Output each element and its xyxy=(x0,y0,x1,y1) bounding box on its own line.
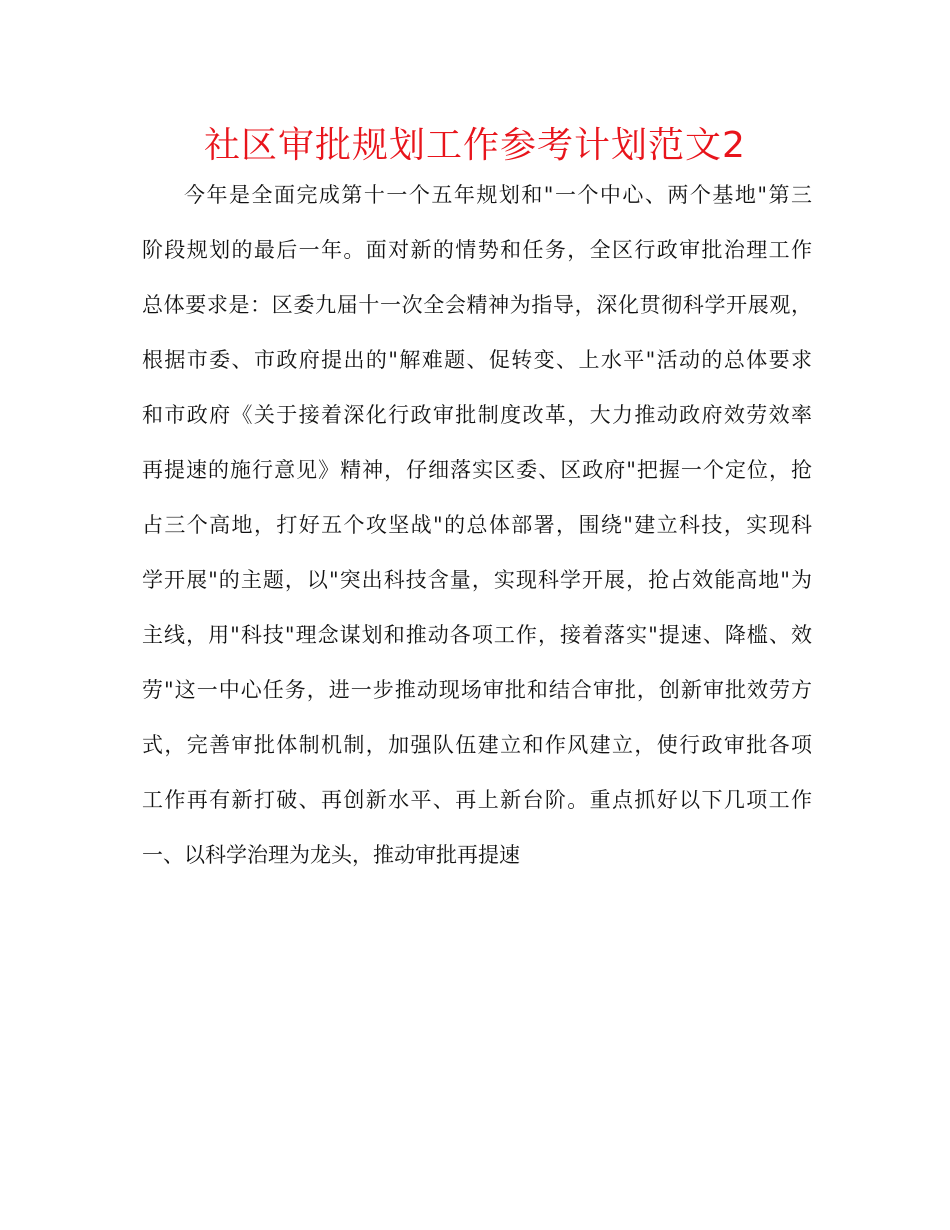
body-line: 式，完善审批体制机制，加强队伍建立和作风建立，使行政审批各项 xyxy=(142,733,812,757)
body-line: 再提速的施行意见》精神，仔细落实区委、区政府"把握一个定位，抢 xyxy=(142,458,812,482)
document-body xyxy=(142,168,812,883)
section-heading: 一、以科学治理为龙头，推动审批再提速 xyxy=(142,843,520,867)
body-line: 今年是全面完成第十一个五年规划和"一个中心、两个基地"第三 xyxy=(184,183,812,207)
body-line: 根据市委、市政府提出的"解难题、促转变、上水平"活动的总体要求 xyxy=(142,348,812,372)
body-line: 和市政府《关于接着深化行政审批制度改革，大力推动政府效劳效率 xyxy=(142,403,812,427)
body-line: 阶段规划的最后一年。面对新的情势和任务，全区行政审批治理工作 xyxy=(142,238,812,262)
body-line: 主线，用"科技"理念谋划和推动各项工作，接着落实"提速、降槛、效 xyxy=(142,623,812,647)
document-title: 社区审批规划工作参考计划范文2 xyxy=(204,125,746,166)
body-line: 学开展"的主题，以"突出科技含量，实现科学开展，抢占效能高地"为 xyxy=(142,568,812,592)
body-line: 劳"这一中心任务，进一步推动现场审批和结合审批，创新审批效劳方 xyxy=(142,678,812,702)
body-line: 工作再有新打破、再创新水平、再上新台阶。重点抓好以下几项工作 xyxy=(142,788,812,812)
body-line: 占三个高地，打好五个攻坚战"的总体部署，围绕"建立科技，实现科 xyxy=(142,513,812,537)
body-line: 总体要求是：区委九届十一次全会精神为指导，深化贯彻科学开展观， xyxy=(142,293,812,317)
